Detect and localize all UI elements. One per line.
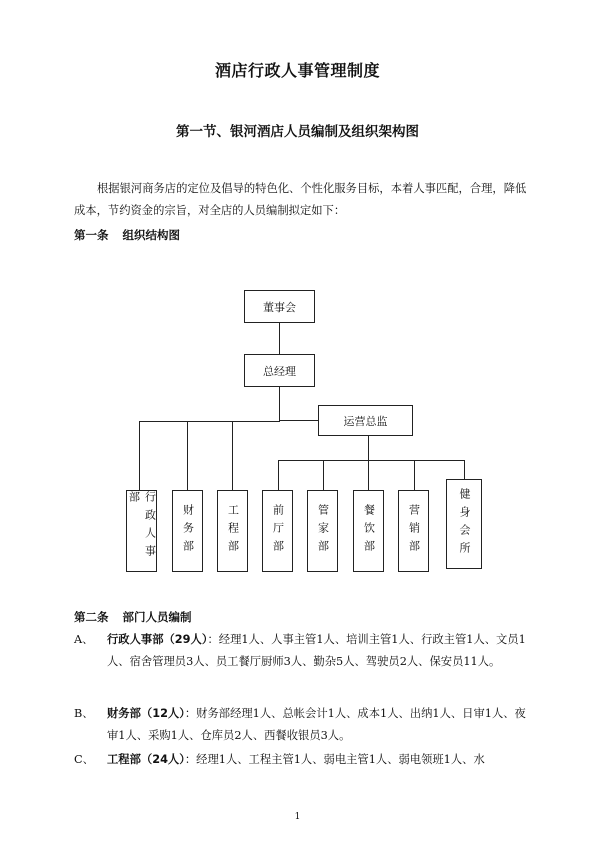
- department-name: 工程部（24人）: [107, 753, 185, 766]
- connector-drop-finance: [187, 421, 188, 490]
- connector-drop-fitness: [464, 460, 465, 479]
- connector-drop-engineering: [232, 421, 233, 490]
- org-box-engineering: 工程部: [217, 490, 248, 572]
- department-detail: ：经理1人、人事主管1人、培训主管1人、行政主管1人、文员1人、宿舍管理员3人、员工餐厅厨师3人、勤杂5人、驾驶员2人、保安员11人。: [107, 633, 526, 668]
- article-1-number: 第一条: [74, 228, 109, 242]
- connector-gm-ops: [279, 386, 280, 421]
- org-box-food-beverage: 餐饮部: [353, 490, 384, 572]
- org-box-operations-director: 运营总监: [318, 405, 413, 436]
- entry-label: A、: [74, 633, 94, 646]
- department-detail: ：财务部经理1人、总帐会计1人、成本1人、出纳1人、日审1人、夜审1人、采购1人、仓库员2人、西餐收银员3人。: [107, 707, 526, 742]
- article-2-heading: [74, 609, 192, 625]
- connector-drop-fnb: [368, 460, 369, 490]
- department-name: 行政人事部（29人）: [107, 633, 208, 646]
- org-box-fitness-club: 健身会所: [446, 479, 482, 569]
- department-entry-finance: [74, 703, 526, 747]
- department-entry-engineering: [74, 749, 526, 771]
- connector-drop-frontoffice: [278, 460, 279, 490]
- department-name: 财务部（12人）: [107, 707, 185, 720]
- page-number: 1: [294, 812, 301, 822]
- connector-ops-down: [368, 436, 369, 460]
- org-box-housekeeping: 管家部: [307, 490, 338, 572]
- document-title: 酒店行政人事管理制度: [214, 61, 380, 80]
- article-2-title: 部门人员编制: [122, 610, 192, 624]
- connector-ops-horizontal: [279, 420, 318, 421]
- department-entry-admin-hr: [74, 629, 526, 673]
- article-1-title: 组织结构图: [122, 228, 180, 242]
- article-2-number: 第二条: [74, 610, 109, 624]
- entry-label: B、: [74, 707, 94, 720]
- entry-label: C、: [74, 753, 94, 766]
- org-box-finance: 财务部: [172, 490, 203, 572]
- connector-drop-housekeeping: [323, 460, 324, 490]
- article-1-heading: [74, 227, 180, 243]
- connector-drop-sales: [414, 460, 415, 490]
- org-box-front-office: 前厅部: [262, 490, 293, 572]
- org-box-admin-hr: 行政人事部: [126, 490, 157, 572]
- connector-drop-admin: [139, 421, 140, 490]
- org-box-sales: 营销部: [398, 490, 429, 572]
- connector-board-gm: [279, 322, 280, 355]
- org-box-general-manager: 总经理: [244, 354, 315, 387]
- org-box-board: 董事会: [244, 290, 315, 323]
- connector-ops-bus: [278, 460, 464, 461]
- connector-gm-bus: [139, 421, 280, 422]
- department-detail: ：经理1人、工程主管1人、弱电主管1人、弱电领班1人、水: [184, 753, 485, 766]
- intro-paragraph: 根据银河商务店的定位及倡导的特色化、个性化服务目标，本着人事匹配，合理，降低成本，节约资金的宗旨，对全店的人员编制拟定如下：: [74, 182, 527, 217]
- section-title: 第一节、银河酒店人员编制及组织架构图: [176, 124, 419, 140]
